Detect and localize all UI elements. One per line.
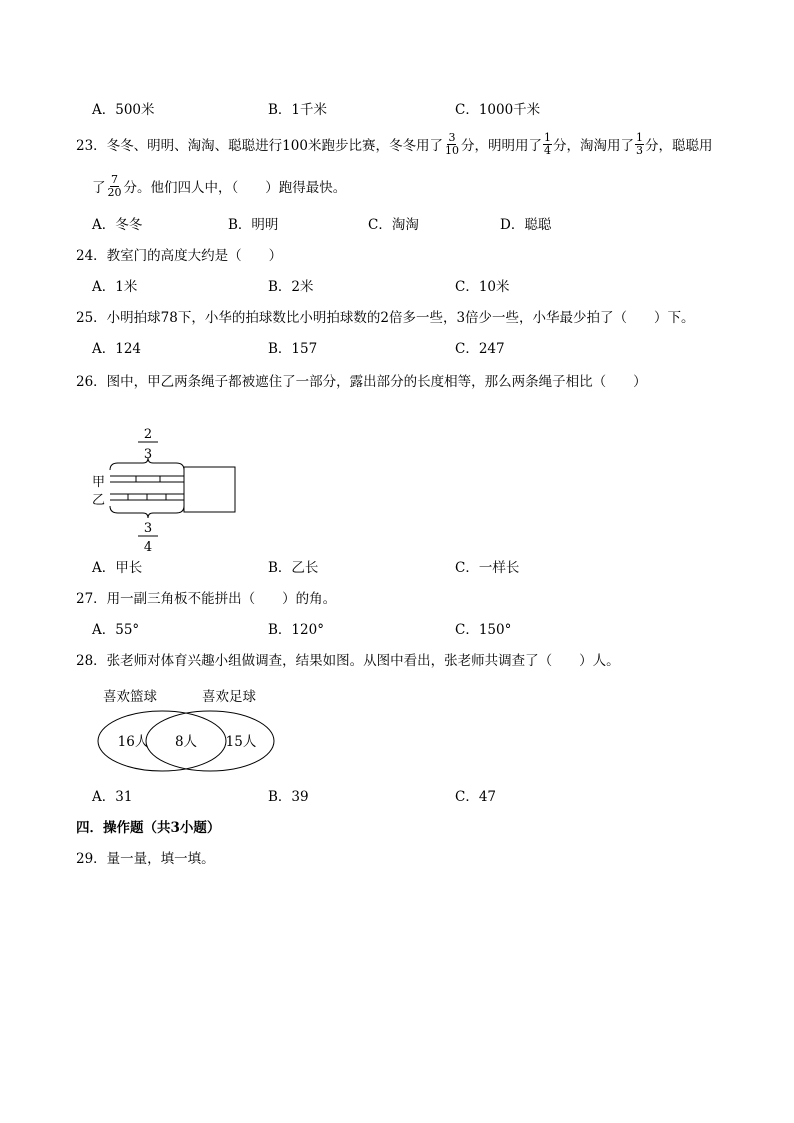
q22-option-c: C．1000千米 (455, 102, 541, 118)
q24-option-b: B．2米 (268, 279, 314, 295)
venn-diagram (92, 682, 282, 774)
q28-option-b: B．39 (268, 789, 309, 805)
q25-option-a: A．124 (92, 341, 142, 357)
label-yi: 乙 (92, 493, 106, 508)
fraction: $\frac{3}{10}$ (444, 131, 459, 157)
q28-option-c: C．47 (455, 789, 497, 805)
venn-left-value: 16人 (117, 734, 149, 750)
q24-option-a: A．1米 (92, 279, 138, 295)
q29-question: 29．量一量，填一填。 (76, 851, 215, 867)
q22-option-a: A．500米 (92, 102, 155, 118)
q26-question: 26．图中，甲乙两条绳子都被遮住了一部分，露出部分的长度相等，那么两条绳子相比（ ） (76, 374, 647, 390)
q26-option-c: C．一样长 (455, 560, 520, 576)
top-fraction-numerator: 2 (143, 427, 153, 442)
bottom-fraction-numerator: 3 (143, 521, 153, 536)
cover-box (184, 467, 235, 512)
q27-option-b: B．120° (268, 622, 324, 638)
q26-option-a: A．甲长 (92, 560, 143, 576)
venn-center-value: 8人 (174, 734, 198, 750)
q28-option-a: A．31 (92, 789, 133, 805)
q24-option-c: C．10米 (455, 279, 510, 295)
q23-option-c: C．淘淘 (368, 217, 419, 233)
q27-question: 27．用一副三角板不能拼出（ ）的角。 (76, 591, 337, 607)
bottom-brace (110, 506, 184, 518)
q23-option-b: B．明明 (228, 217, 279, 233)
q23-question-line2: 了 $\frac{7}{20}$ 分。他们四人中，（ ）跑得最快。 (92, 173, 347, 199)
q22-option-b: B．1千米 (268, 102, 328, 118)
section-title: 四．操作题（共3小题） (76, 820, 221, 836)
venn-right-value: 15人 (225, 734, 257, 750)
fraction: $\frac{7}{20}$ (107, 173, 122, 199)
fraction: $\frac{1}{3}$ (635, 131, 643, 157)
q25-question: 25．小明拍球78下，小华的拍球数比小明拍球数的2倍多一些，3倍少一些，小华最少拍了（ ）下。 (76, 310, 695, 326)
label-jia: 甲 (92, 475, 106, 490)
q23-question-line1: 23．冬冬、明明、淘淘、聪聪进行100米跑步比赛，冬冬用了 $\frac{3}{10}$ 分，明明用了 $\frac{1}{4}$ 分，淘淘用了 $\frac{1}{3}$ 分，聪聪用 (76, 131, 713, 157)
q23-option-a: A．冬冬 (92, 217, 143, 233)
top-fraction-denominator: 3 (143, 447, 153, 462)
fraction: $\frac{1}{4}$ (543, 131, 551, 157)
q23-option-d: D．聪聪 (500, 217, 552, 233)
venn-right-label: 喜欢足球 (202, 689, 256, 705)
q28-question: 28．张老师对体育兴趣小组做调查，结果如图。从图中看出，张老师共调查了（ ）人。 (76, 653, 620, 669)
venn-left-label: 喜欢篮球 (103, 689, 157, 705)
q24-question: 24．教室门的高度大约是（ ） (76, 248, 283, 264)
q26-option-b: B．乙长 (268, 560, 319, 576)
q27-option-c: C．150° (455, 622, 512, 638)
q25-option-c: C．247 (455, 341, 505, 357)
bottom-fraction-denominator: 4 (143, 540, 153, 555)
q27-option-a: A．55° (92, 622, 140, 638)
q25-option-b: B．157 (268, 341, 318, 357)
rope-figure (88, 420, 248, 555)
